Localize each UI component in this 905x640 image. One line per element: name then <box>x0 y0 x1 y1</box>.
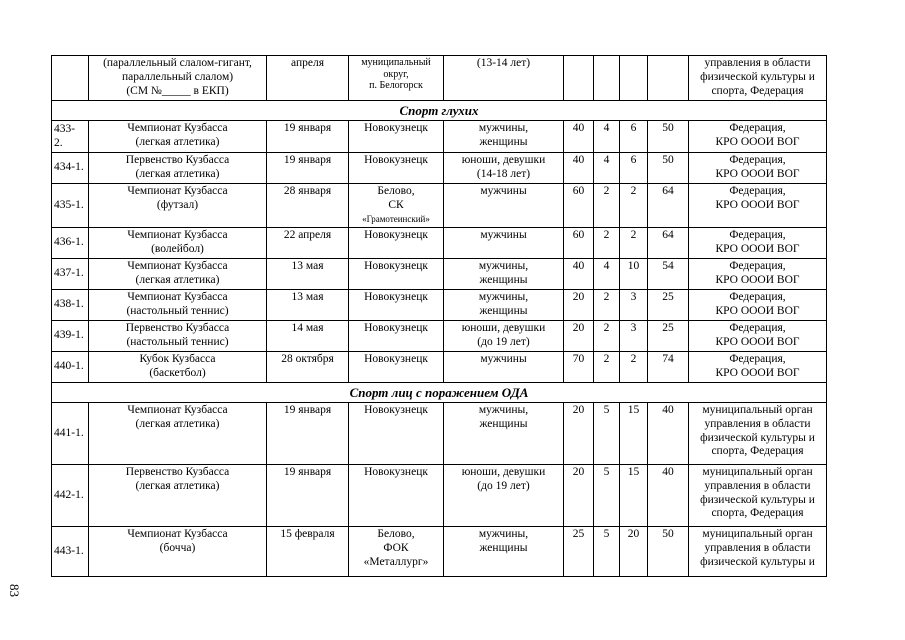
cell-organizer: Федерация, КРО ОООИ ВОГ <box>689 258 827 289</box>
cell-number: 433- 2. <box>52 121 89 153</box>
cell-total: 25 <box>648 289 689 320</box>
table-row <box>52 289 827 320</box>
cell-count-a: 70 <box>564 351 594 382</box>
cell-participants: мужчины, женщины <box>444 258 564 289</box>
cell-total: 64 <box>648 228 689 259</box>
cell-event-name: Чемпионат Кузбасса (настольный теннис) <box>89 289 267 320</box>
cell-place: Новокузнецк <box>349 464 444 526</box>
cell-count-a: 20 <box>564 464 594 526</box>
cell-date: 28 января <box>267 184 349 228</box>
cell-total: 64 <box>648 184 689 228</box>
cell-number: 441-1. <box>52 402 89 464</box>
cell-total: 50 <box>648 526 689 576</box>
cell-organizer: Федерация, КРО ОООИ ВОГ <box>689 121 827 153</box>
cell-count-b: 5 <box>594 464 620 526</box>
cell-event-name: Первенство Кузбасса (легкая атлетика) <box>89 153 267 184</box>
cell-count-c: 3 <box>620 320 648 351</box>
place-text: Белово, СК <box>377 185 415 211</box>
cell-event-name: Первенство Кузбасса (настольный теннис) <box>89 320 267 351</box>
cell-count-b: 2 <box>594 289 620 320</box>
cell-participants: мужчины, женщины <box>444 289 564 320</box>
table-row <box>52 258 827 289</box>
cell-total: 40 <box>648 402 689 464</box>
cell-count-a: 40 <box>564 121 594 153</box>
cell-count-b: 5 <box>594 402 620 464</box>
cell-place <box>349 184 444 228</box>
cell-count-b: 4 <box>594 153 620 184</box>
page-number: 83 <box>7 584 22 597</box>
cell-count-c: 15 <box>620 464 648 526</box>
cell-number: 440-1. <box>52 351 89 382</box>
cell-event-name: Чемпионат Кузбасса (легкая атлетика) <box>89 121 267 153</box>
cell-place: Новокузнецк <box>349 351 444 382</box>
cell-count-c <box>620 56 648 101</box>
cell-total: 54 <box>648 258 689 289</box>
table-row <box>52 351 827 382</box>
cell-place: Новокузнецк <box>349 402 444 464</box>
cell-number: 442-1. <box>52 464 89 526</box>
cell-organizer: Федерация, КРО ОООИ ВОГ <box>689 153 827 184</box>
table-row <box>52 526 827 576</box>
cell-date: 19 января <box>267 402 349 464</box>
cell-organizer: Федерация, КРО ОООИ ВОГ <box>689 289 827 320</box>
table-row <box>52 228 827 259</box>
cell-number: 436-1. <box>52 228 89 259</box>
cell-number <box>52 56 89 101</box>
section-title: Спорт глухих <box>52 101 827 121</box>
cell-organizer: Федерация, КРО ОООИ ВОГ <box>689 184 827 228</box>
cell-total: 40 <box>648 464 689 526</box>
cell-number: 435-1. <box>52 184 89 228</box>
table-row <box>52 464 827 526</box>
place-venue-text: «Грамотеинский» <box>362 213 430 224</box>
cell-participants: юноши, девушки (14-18 лет) <box>444 153 564 184</box>
cell-count-b: 4 <box>594 121 620 153</box>
cell-date: 13 мая <box>267 289 349 320</box>
cell-participants: мужчины, женщины <box>444 402 564 464</box>
cell-event-name: Первенство Кузбасса (легкая атлетика) <box>89 464 267 526</box>
cell-date: 28 октября <box>267 351 349 382</box>
cell-count-c: 6 <box>620 121 648 153</box>
cell-count-b: 2 <box>594 184 620 228</box>
cell-event-name: Чемпионат Кузбасса (легкая атлетика) <box>89 402 267 464</box>
cell-count-a: 40 <box>564 153 594 184</box>
cell-date: 15 февраля <box>267 526 349 576</box>
cell-participants: мужчины <box>444 228 564 259</box>
cell-date: 19 января <box>267 121 349 153</box>
cell-organizer: Федерация, КРО ОООИ ВОГ <box>689 320 827 351</box>
cell-event-name: Чемпионат Кузбасса (бочча) <box>89 526 267 576</box>
cell-place: Новокузнецк <box>349 289 444 320</box>
cell-place: Новокузнецк <box>349 258 444 289</box>
cell-place: муниципальный округ, п. Белогорск <box>349 56 444 101</box>
section-title: Спорт лиц с поражением ОДА <box>52 382 827 402</box>
cell-organizer: Федерация, КРО ОООИ ВОГ <box>689 351 827 382</box>
cell-organizer: Федерация, КРО ОООИ ВОГ <box>689 228 827 259</box>
cell-count-c: 2 <box>620 184 648 228</box>
cell-count-b: 2 <box>594 351 620 382</box>
events-table <box>51 55 827 577</box>
cell-participants: юноши, девушки (до 19 лет) <box>444 320 564 351</box>
cell-place: Белово, ФОК «Металлург» <box>349 526 444 576</box>
cell-count-c: 20 <box>620 526 648 576</box>
cell-event-name: Кубок Кузбасса (баскетбол) <box>89 351 267 382</box>
cell-count-c: 3 <box>620 289 648 320</box>
cell-organizer: управления в области физической культуры и спорта, Федерация <box>689 56 827 101</box>
cell-count-a: 20 <box>564 402 594 464</box>
cell-count-c: 15 <box>620 402 648 464</box>
cell-event-name: Чемпионат Кузбасса (футзал) <box>89 184 267 228</box>
cell-place: Новокузнецк <box>349 228 444 259</box>
cell-participants: мужчины, женщины <box>444 121 564 153</box>
cell-count-b: 5 <box>594 526 620 576</box>
cell-count-b: 2 <box>594 228 620 259</box>
cell-event-name: Чемпионат Кузбасса (легкая атлетика) <box>89 258 267 289</box>
cell-date: 13 мая <box>267 258 349 289</box>
cell-date: 19 января <box>267 153 349 184</box>
table-row <box>52 121 827 153</box>
cell-date: 22 апреля <box>267 228 349 259</box>
cell-total <box>648 56 689 101</box>
cell-number: 438-1. <box>52 289 89 320</box>
cell-participants: мужчины, женщины <box>444 526 564 576</box>
cell-number: 443-1. <box>52 526 89 576</box>
cell-count-a: 40 <box>564 258 594 289</box>
cell-place: Новокузнецк <box>349 121 444 153</box>
cell-count-b: 4 <box>594 258 620 289</box>
cell-count-c: 6 <box>620 153 648 184</box>
cell-participants: юноши, девушки (до 19 лет) <box>444 464 564 526</box>
cell-participants: (13-14 лет) <box>444 56 564 101</box>
cell-organizer: муниципальный орган управления в области физической культуры и <box>689 526 827 576</box>
cell-participants: мужчины <box>444 184 564 228</box>
cell-place: Новокузнецк <box>349 320 444 351</box>
cell-date: 14 мая <box>267 320 349 351</box>
section-header-row <box>52 382 827 402</box>
cell-number: 437-1. <box>52 258 89 289</box>
cell-count-a: 60 <box>564 228 594 259</box>
cell-count-a <box>564 56 594 101</box>
table-row <box>52 184 827 228</box>
cell-date: 19 января <box>267 464 349 526</box>
cell-count-b <box>594 56 620 101</box>
table-row <box>52 56 827 101</box>
cell-organizer: муниципальный орган управления в области физической культуры и спорта, Федерация <box>689 464 827 526</box>
section-header-row <box>52 101 827 121</box>
cell-count-a: 25 <box>564 526 594 576</box>
table-row <box>52 320 827 351</box>
cell-place: Новокузнецк <box>349 153 444 184</box>
table-row <box>52 402 827 464</box>
cell-date: апреля <box>267 56 349 101</box>
cell-count-a: 60 <box>564 184 594 228</box>
cell-total: 50 <box>648 121 689 153</box>
cell-count-c: 2 <box>620 228 648 259</box>
cell-organizer: муниципальный орган управления в области физической культуры и спорта, Федерация <box>689 402 827 464</box>
cell-total: 50 <box>648 153 689 184</box>
cell-total: 74 <box>648 351 689 382</box>
cell-event-name: Чемпионат Кузбасса (волейбол) <box>89 228 267 259</box>
table-row <box>52 153 827 184</box>
cell-count-a: 20 <box>564 320 594 351</box>
cell-number: 439-1. <box>52 320 89 351</box>
cell-total: 25 <box>648 320 689 351</box>
cell-count-a: 20 <box>564 289 594 320</box>
cell-event-name: (параллельный слалом-гигант, параллельный слалом) (СМ №_____ в ЕКП) <box>89 56 267 101</box>
cell-number: 434-1. <box>52 153 89 184</box>
cell-count-c: 2 <box>620 351 648 382</box>
cell-count-b: 2 <box>594 320 620 351</box>
cell-count-c: 10 <box>620 258 648 289</box>
cell-participants: мужчины <box>444 351 564 382</box>
